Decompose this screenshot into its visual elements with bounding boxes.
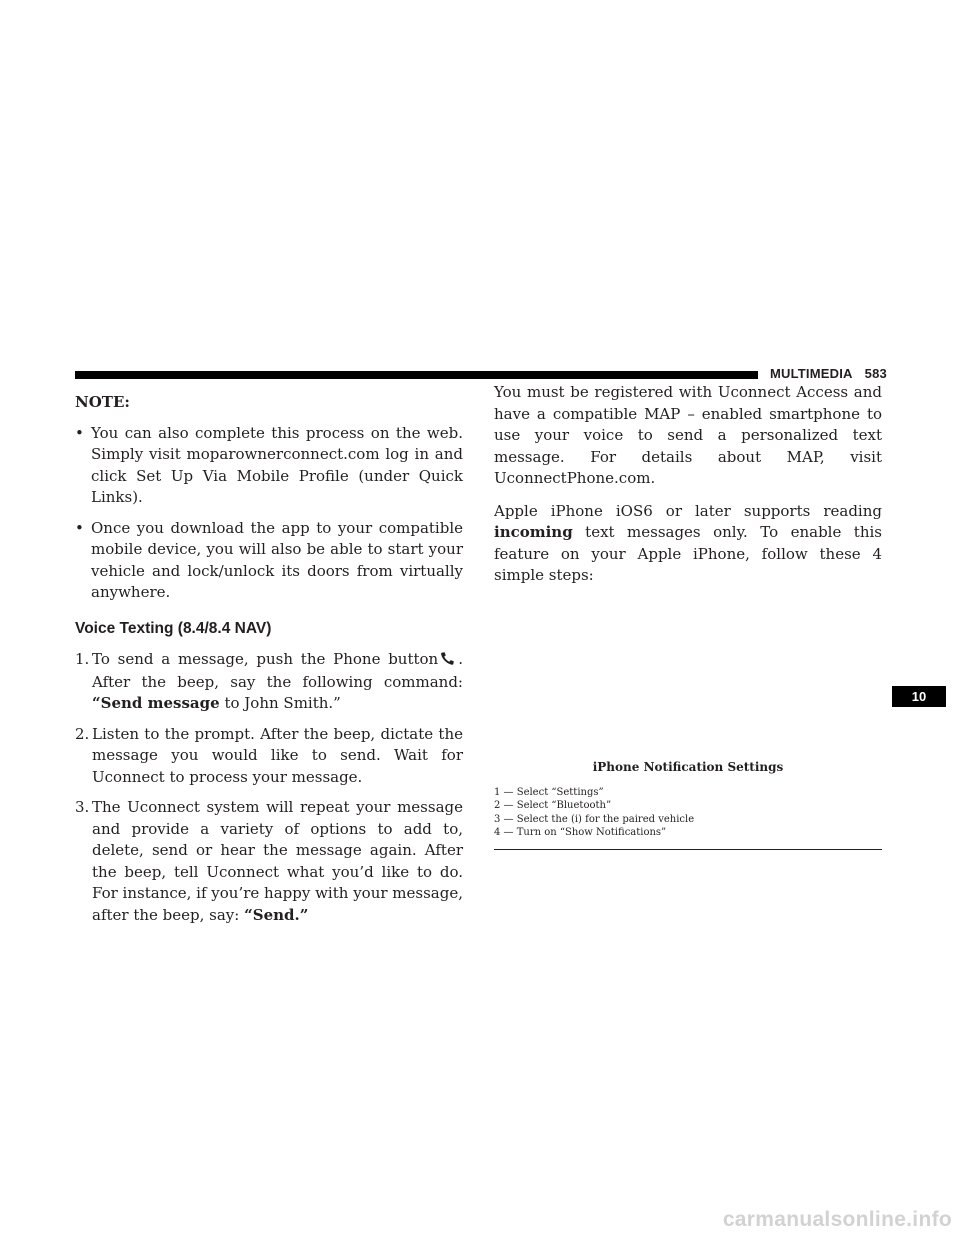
step-item (75, 649, 463, 715)
step-item (75, 724, 463, 789)
caption-item: 2 — Select “Bluetooth” (494, 800, 612, 812)
bullet-dot-icon: • (75, 423, 84, 442)
paragraph-text: Apple iPhone iOS6 or later supports reading (494, 501, 882, 520)
note-bullet (75, 518, 463, 604)
voice-command: “Send.” (244, 905, 309, 924)
bullet-dot-icon: • (75, 518, 84, 537)
figure-caption-title: iPhone Notification Settings (592, 760, 784, 774)
emphasis: incoming (494, 523, 573, 541)
bullet-text: You can also complete this process on the web. Simply visit moparownerconnect.com log in and click Set Up Via Mobile Profile (under Quick Links). (91, 423, 463, 506)
step-text: To send a message, push the Phone button (92, 650, 439, 668)
step-text: to John Smith.” (219, 694, 341, 712)
step-text: Listen to the prompt. After the beep, dictate the message you would like to send. Wait for Uconnect to process your message. (92, 724, 463, 786)
caption-item: 4 — Turn on “Show Notifications” (494, 827, 667, 839)
step-text: . After the beep, say the following command: (92, 650, 463, 691)
left-column (75, 392, 463, 935)
paragraph: You must be registered with Uconnect Access and have a compatible MAP – enabled smartphone to use your voice to send a personalized text message. For details about MAP, visit UconnectPhone.com. (494, 383, 882, 487)
watermark: carmanualsonline.info (722, 1208, 952, 1231)
step-number: 2. (75, 724, 90, 743)
caption-item: 1 — Select “Settings” (494, 787, 604, 798)
figure-caption-list (494, 786, 882, 840)
figure-image-area (494, 530, 882, 755)
page-header (770, 366, 887, 381)
step-number: 1. (75, 650, 90, 668)
voice-command: “Send message (92, 694, 220, 712)
chapter-tab: 10 (892, 686, 946, 707)
step-text: The Uconnect system will repeat your message and provide a variety of options to add to, delete, send or hear the message again. After the beep, tell Uconnect what you’d like to do. For instance, if you’re happy with your message, after the beep, say: (92, 798, 463, 924)
paragraph-text: text messages only. To enable this feature on your Apple iPhone, follow these 4 simple steps: (494, 523, 882, 584)
bullet-text: Once you download the app to your compatible mobile device, you will also be able to start your vehicle and lock/unlock its doors from virtually anywhere. (91, 518, 463, 601)
section-heading: Voice Texting (8.4/8.4 NAV) (75, 619, 272, 637)
caption-item: 3 — Select the (i) for the paired vehicle (494, 813, 695, 825)
section-title: MULTIMEDIA (770, 366, 853, 381)
page-number: 583 (864, 366, 887, 381)
header-rule (75, 371, 758, 379)
step-number: 3. (75, 798, 90, 816)
step-item (75, 797, 463, 926)
note-bullet (75, 423, 463, 509)
phone-icon (440, 650, 456, 672)
caption-rule (494, 849, 882, 850)
note-title: NOTE: (75, 393, 130, 411)
